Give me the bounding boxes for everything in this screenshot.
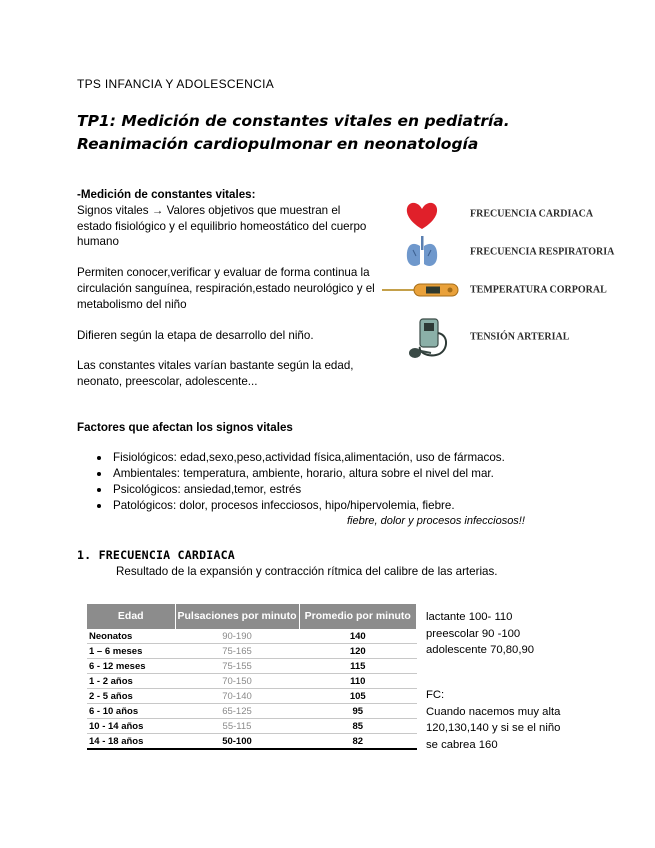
table-row xyxy=(87,644,417,659)
blood-pressure-icon xyxy=(380,313,464,361)
vital-label: TENSIÓN ARTERIAL xyxy=(470,331,570,343)
side-note-line: se cabrea 160 xyxy=(426,738,498,751)
average-cell: 110 xyxy=(299,674,417,689)
average-cell: 95 xyxy=(299,704,417,719)
intro-paragraph: Permiten conocer,verificar y evaluar de forma continua la circulación sanguínea, respiración,estado neurológico y el metabolismo del niño xyxy=(77,266,375,311)
intro-paragraph: Difieren según la etapa de desarrollo del niño. xyxy=(77,328,314,342)
course-header: TPS INFANCIA Y ADOLESCENCIA xyxy=(77,77,275,91)
age-cell: Neonatos xyxy=(87,629,175,644)
side-note-line: FC: xyxy=(426,689,445,701)
table-header-row xyxy=(87,604,417,629)
factors-heading: Factores que afectan los signos vitales xyxy=(77,421,293,434)
side-note-line: 120,130,140 y si se el niño xyxy=(426,722,561,734)
age-cell: 10 - 14 años xyxy=(87,719,175,734)
age-cell: 14 - 18 años xyxy=(87,734,175,750)
intro-heading: -Medición de constantes vitales: xyxy=(77,188,256,201)
vital-row-respiratory-rate xyxy=(380,234,620,270)
range-cell: 75-155 xyxy=(175,659,299,674)
side-note-line: Cuando nacemos muy alta xyxy=(426,705,561,718)
age-cell: 1 – 6 meses xyxy=(87,644,175,659)
section-number: 1. xyxy=(77,548,92,562)
range-cell: 70-140 xyxy=(175,689,299,704)
table-row xyxy=(87,719,417,734)
section-title: FRECUENCIA CARDIACA xyxy=(98,548,235,562)
range-cell: 50-100 xyxy=(175,734,299,750)
intro-section xyxy=(77,187,377,405)
section-description: Resultado de la expansión y contracción rítmica del calibre de las arterias. xyxy=(116,565,498,578)
table-row xyxy=(87,674,417,689)
lungs-icon xyxy=(380,234,464,270)
vital-row-heart-rate xyxy=(380,196,620,232)
age-cell: 6 - 12 meses xyxy=(87,659,175,674)
list-item: Patológicos: dolor, procesos infecciosos, hipo/hipervolemia, fiebre. xyxy=(77,498,557,514)
table-header-average: Promedio por minuto xyxy=(299,604,417,629)
table-header-range: Pulsaciones por minuto xyxy=(175,604,299,629)
range-cell: 65-125 xyxy=(175,704,299,719)
vital-row-blood-pressure xyxy=(380,313,620,361)
side-note-line: adolescente 70,80,90 xyxy=(426,644,535,656)
intro-paragraph: Las constantes vitales varían bastante según la edad, neonato, preescolar, adolescente... xyxy=(77,359,354,389)
page-title: TP1: Medición de constantes vitales en pediatría. Reanimación cardiopulmonar en neonatología xyxy=(77,112,510,153)
table-row xyxy=(87,689,417,704)
list-item: Fisiológicos: edad,sexo,peso,actividad física,alimentación, uso de fármacos. xyxy=(77,450,557,466)
age-cell: 1 - 2 años xyxy=(87,674,175,689)
table-row xyxy=(87,629,417,644)
age-cell: 6 - 10 años xyxy=(87,704,175,719)
vital-label: FRECUENCIA CARDIACA xyxy=(470,208,594,220)
factors-list xyxy=(77,450,557,514)
vital-label: TEMPERATURA CORPORAL xyxy=(470,284,607,296)
side-notes-fc xyxy=(426,687,560,753)
heart-icon xyxy=(380,196,464,232)
side-note-line: lactante 100- 110 xyxy=(426,611,513,623)
heart-rate-table xyxy=(87,604,417,750)
average-cell: 85 xyxy=(299,719,417,734)
intro-paragraph: Signos vitales → Valores objetivos que muestran el estado fisiológico y el equilibrio homeostático del cuerpo humano xyxy=(77,203,367,249)
factors-note: fiebre, dolor y procesos infecciosos!! xyxy=(347,515,525,527)
vital-row-temperature xyxy=(380,272,620,308)
average-cell: 140 xyxy=(299,629,417,644)
thermometer-icon xyxy=(380,272,464,308)
side-note-line: preescolar 90 -100 xyxy=(426,627,521,640)
list-item: Ambientales: temperatura, ambiente, horario, altura sobre el nivel del mar. xyxy=(77,466,557,482)
vital-label: FRECUENCIA RESPIRATORIA xyxy=(470,246,615,258)
side-notes-ranges xyxy=(426,609,534,659)
average-cell: 120 xyxy=(299,644,417,659)
average-cell: 105 xyxy=(299,689,417,704)
table-row xyxy=(87,734,417,750)
table-row xyxy=(87,659,417,674)
list-item: Psicológicos: ansiedad,temor, estrés xyxy=(77,482,557,498)
range-cell: 70-150 xyxy=(175,674,299,689)
range-cell: 90-190 xyxy=(175,629,299,644)
age-cell: 2 - 5 años xyxy=(87,689,175,704)
average-cell: 115 xyxy=(299,659,417,674)
average-cell: 82 xyxy=(299,734,417,750)
table-row xyxy=(87,704,417,719)
range-cell: 55-115 xyxy=(175,719,299,734)
section-heading xyxy=(77,548,235,562)
table-header-age: Edad xyxy=(87,604,175,629)
range-cell: 75-165 xyxy=(175,644,299,659)
